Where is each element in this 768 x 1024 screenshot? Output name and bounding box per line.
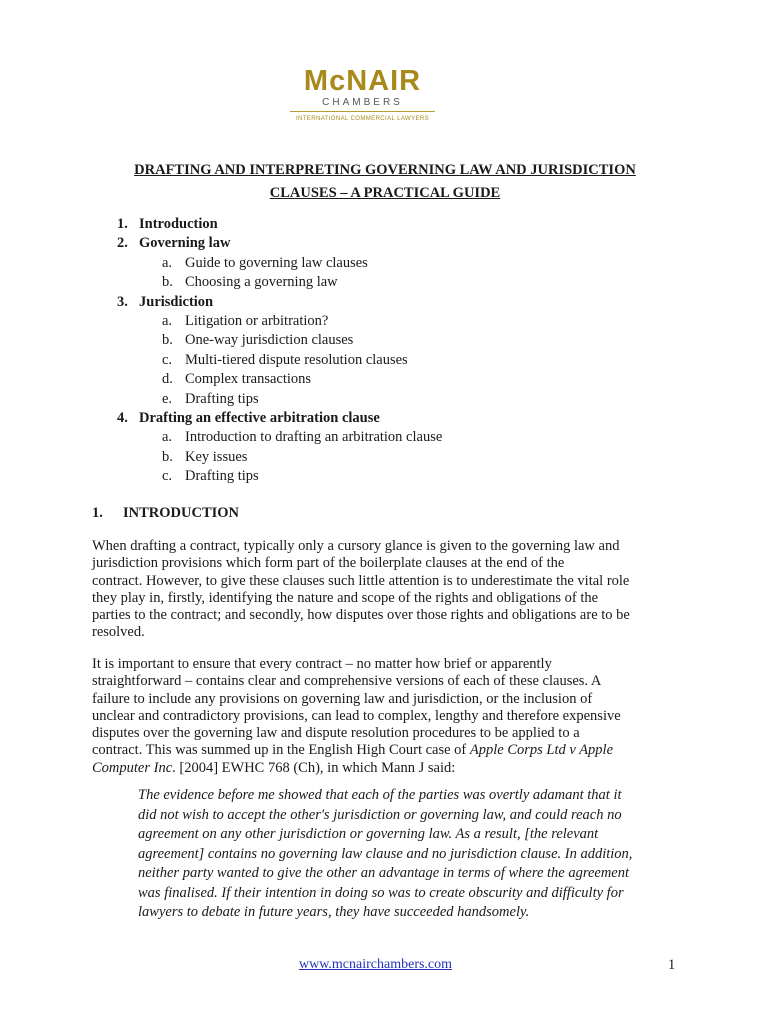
quote-line: did not wish to accept the other's jurisdiction or governing law, and could reach no [138, 806, 622, 823]
logo-divider [290, 111, 435, 112]
paragraph-line: contract. However, to give these clauses such little attention is to underestimate the vital role [92, 572, 630, 589]
paragraph-line: It is important to ensure that every contract – no matter how brief or apparently [92, 656, 552, 672]
website-link[interactable]: www.mcnairchambers.com [299, 957, 453, 972]
toc-heading: Drafting an effective arbitration clause [139, 409, 380, 426]
paragraph-line: jurisdiction provisions which form part of the boilerplate clauses at the end of the [92, 555, 565, 572]
toc-heading: Introduction [139, 216, 218, 232]
case-name: Computer Inc [92, 759, 173, 776]
paragraph-line: unclear and contradictory provisions, can lead to complex, lengthy and therefore expensive [92, 707, 621, 724]
paragraph-line: contract. This was summed up in the English High Court case of Apple Corps Ltd v Apple [92, 742, 614, 759]
toc-subitem: b. One-way jurisdiction clauses [162, 332, 354, 349]
toc-heading-row: 2. Governing law [117, 235, 231, 252]
document-title-line-2: CLAUSES – A PRACTICAL GUIDE [269, 185, 501, 201]
paragraph-line: disputes over the governing law and dispute resolution procedures to be applied to a [92, 725, 580, 742]
paragraph-line: straightforward – contains clear and comprehensive versions of each of these clauses. A [92, 673, 602, 690]
toc-subitem: c. Drafting tips [162, 468, 259, 485]
toc-subitem: a. Introduction to drafting an arbitration clause [162, 429, 443, 446]
introduction-paragraph-2 [92, 656, 680, 777]
table-of-contents [117, 215, 442, 486]
toc-heading: Governing law [139, 235, 231, 252]
quote-line: agreement] contains no governing law clause and no jurisdiction clause. In addition, [138, 845, 633, 862]
quote-line: neither party wanted to give the other an advantage in terms of where the agreement [138, 865, 630, 881]
introduction-paragraph-1 [92, 538, 680, 642]
toc-subitem: a. Litigation or arbitration? [162, 312, 329, 329]
logo-tagline: INTERNATIONAL COMMERCIAL LAWYERS [295, 116, 430, 122]
page-number: 1 [668, 957, 676, 973]
judicial-quotation [138, 786, 678, 923]
logo-subtitle: CHAMBERS [322, 97, 403, 108]
case-name: Apple Corps Ltd v Apple [469, 742, 614, 759]
toc-subitem: c. Multi-tiered dispute resolution clauses [162, 351, 408, 368]
document-title-line-1: DRAFTING AND INTERPRETING GOVERNING LAW AND JURISDICTION [134, 162, 636, 178]
quote-line: The evidence before me showed that each of the parties was overtly adamant that it [138, 787, 622, 803]
paragraph-line: When drafting a contract, typically only a cursory glance is given to the governing law and [92, 538, 620, 554]
toc-subitem: a. Guide to governing law clauses [162, 254, 368, 271]
toc-subitem: b. Key issues [162, 448, 248, 465]
quote-line: was finalised. If their intention in doing so was to create obscurity and difficulty for [138, 884, 624, 901]
toc-heading-row: 3. Jurisdiction [117, 293, 214, 310]
paragraph-line: they play in, firstly, identifying the nature and scope of the rights and obligations of the [92, 589, 599, 606]
paragraph-line: resolved. [92, 624, 145, 641]
toc-heading-row: 4. Drafting an effective arbitration clause [117, 409, 380, 426]
paragraph-line: parties to the contract; and secondly, how disputes over those rights and obligations are to be [92, 607, 630, 624]
mcnair-chambers-logo [290, 66, 435, 123]
toc-heading-row: 1. Introduction [117, 216, 218, 232]
quote-line: lawyers to debate in future years, they have succeeded handsomely. [138, 904, 530, 920]
toc-heading: Jurisdiction [139, 293, 214, 310]
toc-subitem: d. Complex transactions [162, 371, 312, 388]
section-heading-introduction: 1. INTRODUCTION [92, 505, 240, 521]
quote-line: agreement on any other jurisdiction or governing law. As a result, [the relevant [138, 826, 599, 842]
paragraph-line: Computer Inc. [2004] EWHC 768 (Ch), in which Mann J said: [92, 759, 456, 776]
toc-subitem: e. Drafting tips [162, 390, 259, 407]
toc-subitem: b. Choosing a governing law [162, 274, 338, 291]
paragraph-line: failure to include any provisions on governing law and jurisdiction, or the inclusion of [92, 690, 593, 707]
logo-wordmark: McNAIR [303, 65, 422, 97]
